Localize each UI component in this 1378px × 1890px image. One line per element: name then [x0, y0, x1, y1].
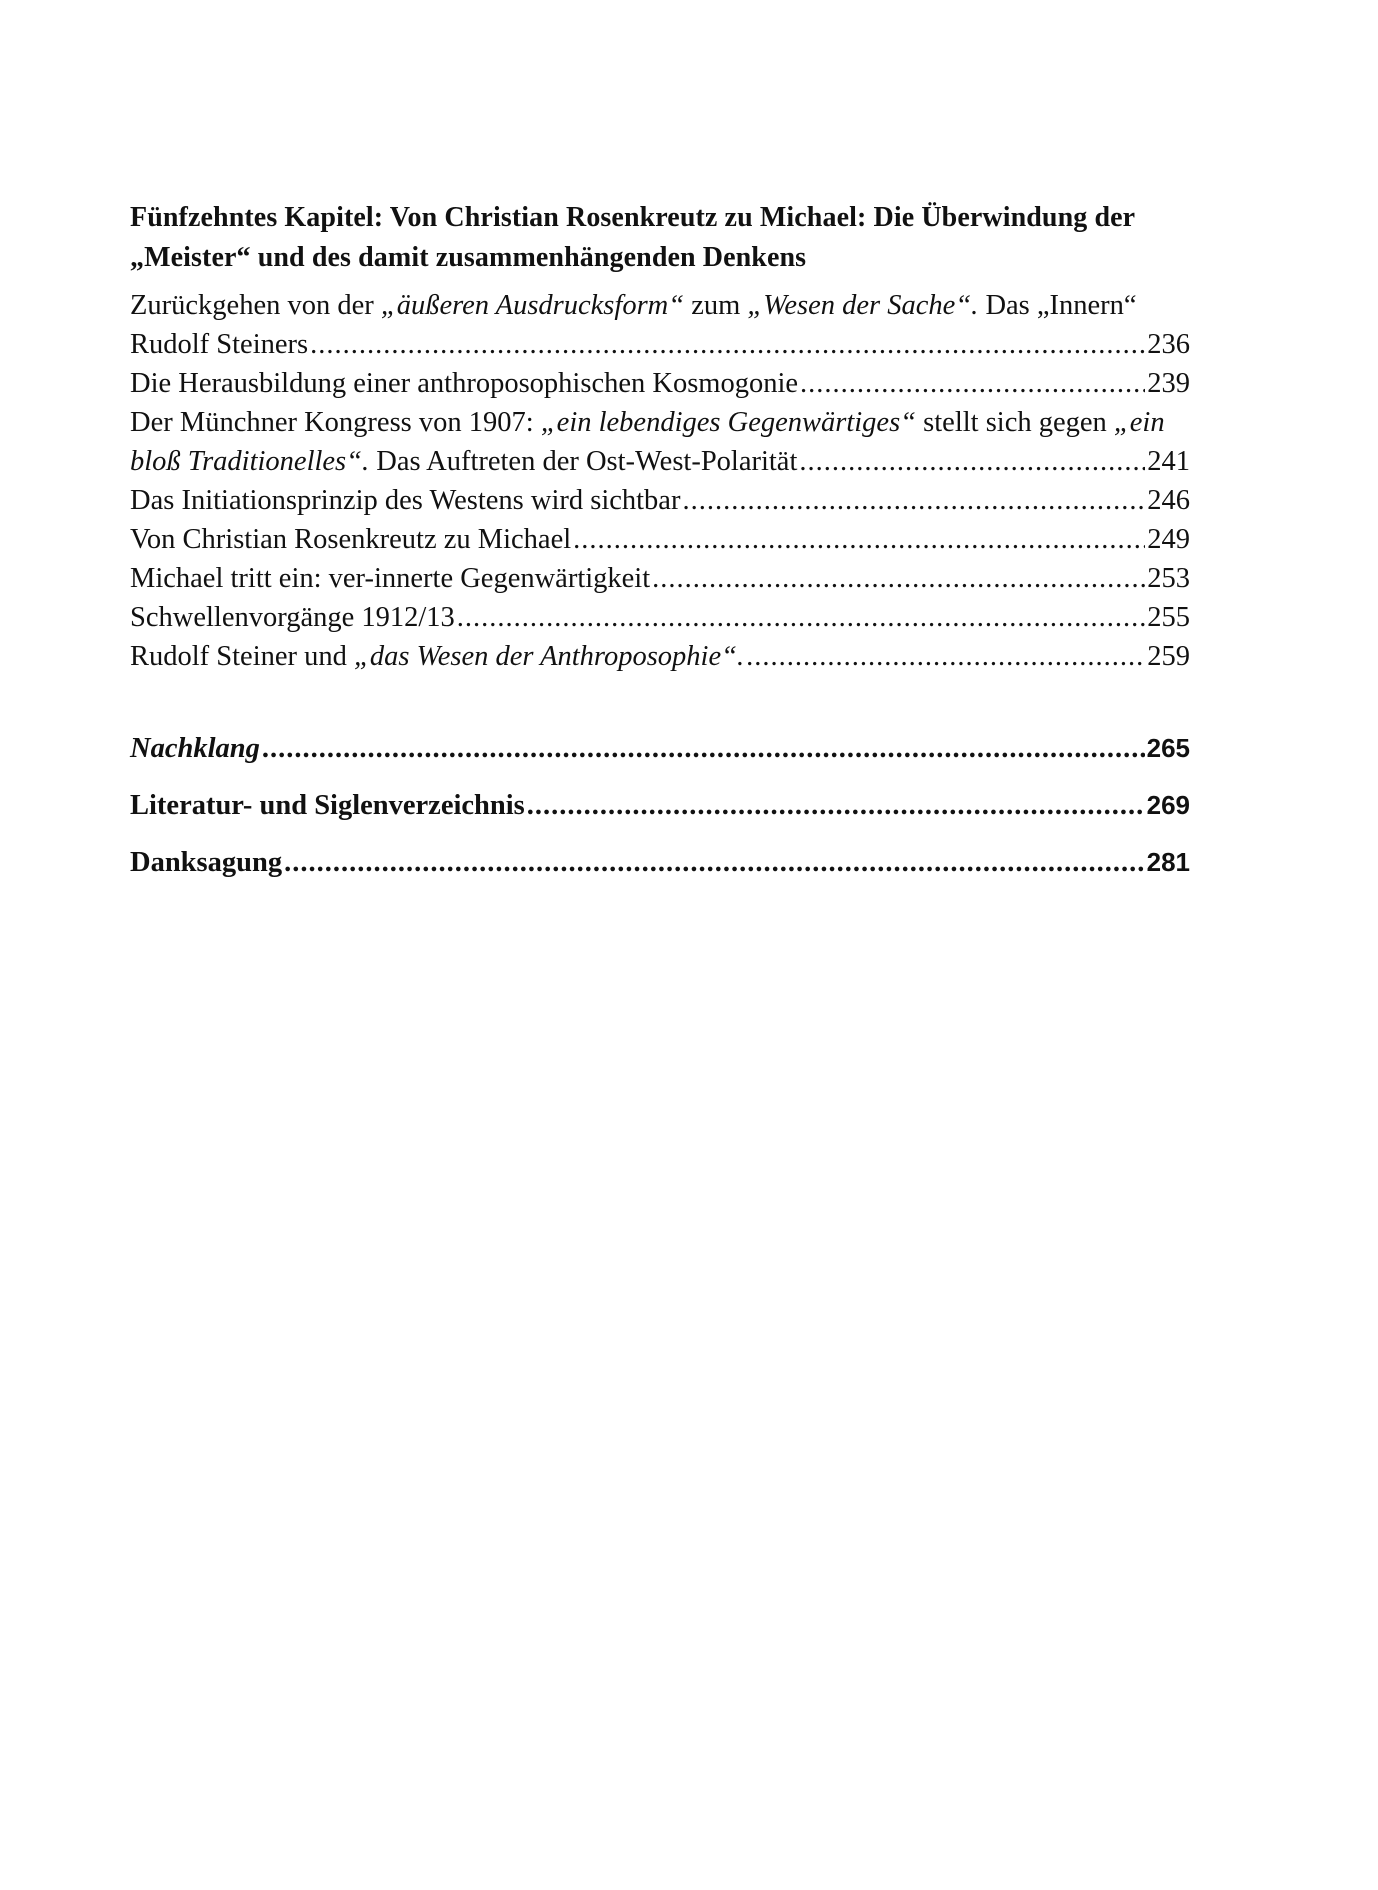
- toc-entry-line: [130, 403, 1190, 442]
- chapter-title-line-2: „Meister“ und des damit zusammenhängenden Denkens: [130, 242, 807, 273]
- page-number: 241: [1147, 446, 1190, 477]
- back-matter-title: Literatur- und Siglenverzeichnis: [130, 790, 525, 821]
- dot-leader: [799, 442, 1145, 481]
- toc-entry-text-italic: „äußeren Ausdrucksform“: [380, 290, 685, 321]
- dot-leader: [652, 559, 1145, 598]
- dot-leader: [262, 720, 1145, 777]
- page-number: 236: [1147, 329, 1190, 360]
- toc-entry-text: Rudolf Steiners: [130, 329, 309, 360]
- page-number: 253: [1147, 563, 1190, 594]
- toc-entry-text-italic: „ein lebendiges Gegenwärtiges“: [540, 407, 917, 438]
- back-matter-title: Nachklang: [130, 733, 260, 764]
- chapter-title: [130, 198, 1190, 278]
- chapter-title-line-1: Fünfzehntes Kapitel: Von Christian Rosenkreutz zu Michael: Die Überwindung der: [130, 202, 1136, 233]
- toc-entry-text: [130, 442, 797, 481]
- back-matter-entry-nachklang[interactable]: [130, 720, 1190, 777]
- toc-entry-text: [130, 637, 744, 676]
- toc-entry-row: [130, 325, 1190, 364]
- back-matter-entry-literatur[interactable]: [130, 777, 1190, 834]
- toc-entry-row: [130, 442, 1190, 481]
- toc-entry[interactable]: [130, 559, 1190, 598]
- dot-leader: [682, 481, 1145, 520]
- toc-entry[interactable]: [130, 364, 1190, 403]
- page-number: 246: [1147, 485, 1190, 516]
- toc-entry-text: Der Münchner Kongress von 1907:: [130, 407, 541, 438]
- toc-entry-text: zum: [684, 290, 748, 321]
- page-number: 255: [1147, 602, 1190, 633]
- toc-entry[interactable]: [130, 481, 1190, 520]
- page-number: 265: [1146, 733, 1190, 763]
- dot-leader: [310, 325, 1145, 364]
- toc-entry[interactable]: [130, 598, 1190, 637]
- page-number: 269: [1146, 790, 1190, 820]
- toc-entry-text: Die Herausbildung einer anthroposophischen Kosmogonie: [130, 368, 799, 399]
- toc-entry-text: Michael tritt ein: ver-innerte Gegenwärtigkeit: [130, 563, 651, 594]
- toc-entry-text-italic: „ein: [1113, 407, 1165, 438]
- toc-entry-text-italic: bloß Traditionelles“.: [130, 446, 370, 477]
- dot-leader: [527, 777, 1145, 834]
- toc-entry-text-italic: „das Wesen der Anthroposophie“.: [354, 641, 745, 672]
- toc-entry-text: Rudolf Steiner und: [130, 641, 355, 672]
- back-matter: [130, 720, 1190, 891]
- toc-entry-text-italic: „Wesen der Sache“.: [747, 290, 979, 321]
- dot-leader: [746, 637, 1145, 676]
- toc-entry[interactable]: [130, 286, 1190, 364]
- dot-leader: [457, 598, 1145, 637]
- toc-entry-text: Zurückgehen von der: [130, 290, 381, 321]
- page-number: 249: [1147, 524, 1190, 555]
- dot-leader: [800, 364, 1145, 403]
- dot-leader: [573, 520, 1145, 559]
- toc-entry-text: Von Christian Rosenkreutz zu Michael: [130, 524, 572, 555]
- toc-entries: [130, 286, 1190, 676]
- toc-entry-text: stellt sich gegen: [916, 407, 1114, 438]
- table-of-contents: [130, 198, 1190, 891]
- toc-entry-text: Das Initiationsprinzip des Westens wird sichtbar: [130, 485, 681, 516]
- toc-entry-line: [130, 286, 1190, 325]
- page-number: 281: [1146, 847, 1190, 877]
- back-matter-entry-danksagung[interactable]: [130, 834, 1190, 891]
- toc-entry[interactable]: [130, 637, 1190, 676]
- back-matter-title: Danksagung: [130, 847, 283, 878]
- toc-entry-text: Schwellenvorgänge 1912/13: [130, 602, 455, 633]
- toc-entry-text: Das „Innern“: [978, 290, 1137, 321]
- page-number: 259: [1147, 641, 1190, 672]
- toc-entry[interactable]: [130, 520, 1190, 559]
- dot-leader: [284, 834, 1145, 891]
- toc-entry-text: Das Auftreten der Ost-West-Polarität: [369, 446, 798, 477]
- page-number: 239: [1147, 368, 1190, 399]
- toc-entry[interactable]: [130, 403, 1190, 481]
